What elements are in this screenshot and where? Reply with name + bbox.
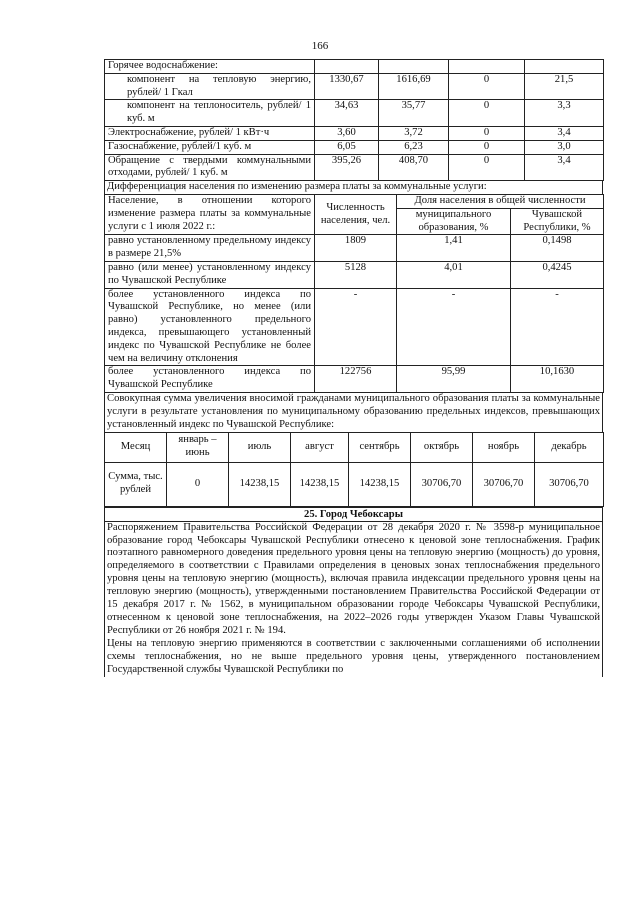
differentiation-table xyxy=(104,194,604,393)
month-sum: 30706,70 xyxy=(473,462,535,506)
tariff-value: 0 xyxy=(449,73,525,100)
tariff-row xyxy=(105,60,604,74)
month-sum: 0 xyxy=(167,462,229,506)
municipal-share: - xyxy=(397,288,511,366)
month-sum: 30706,70 xyxy=(411,462,473,506)
municipal-share: 4,01 xyxy=(397,261,511,288)
tariff-value: 0 xyxy=(449,126,525,140)
differentiation-caption: Дифференциация населения по изменению размера платы за коммунальные услуги: xyxy=(104,181,603,194)
republic-share: 0,4245 xyxy=(511,261,604,288)
tariff-value: 395,26 xyxy=(315,154,379,181)
tariff-value: 1330,67 xyxy=(315,73,379,100)
month-sum: 14238,15 xyxy=(291,462,349,506)
header-population: Население, в отношении которого изменение размера платы за коммунальные услуги с 1 июля 2022 г.: xyxy=(105,194,315,234)
tariff-label: компонент на теплоноситель, рублей/ 1 куб. м xyxy=(105,100,315,127)
republic-share: - xyxy=(511,288,604,366)
month-sum: 30706,70 xyxy=(535,462,604,506)
increase-text: Совокупная сумма увеличения вносимой гражданами муниципального образования платы за коммунальные услуги в результате установления по муниципальному образованию предельных индексов, превышающих установленный индекс по Чувашской Республике: xyxy=(104,393,603,432)
tariff-value: 3,4 xyxy=(525,154,604,181)
tariff-label: Горячее водоснабжение: xyxy=(105,60,315,74)
tariff-row xyxy=(105,73,604,100)
month-header: январь – июнь xyxy=(167,432,229,462)
tariff-value: 3,4 xyxy=(525,126,604,140)
page-content xyxy=(104,59,603,677)
tariff-value xyxy=(449,60,525,74)
tariff-value: 1616,69 xyxy=(379,73,449,100)
population-count: 122756 xyxy=(315,366,397,393)
tariff-value: 3,72 xyxy=(379,126,449,140)
tariff-value: 3,0 xyxy=(525,140,604,154)
tariff-value: 3,60 xyxy=(315,126,379,140)
tariff-value xyxy=(379,60,449,74)
month-header: октябрь xyxy=(411,432,473,462)
month-sum: 14238,15 xyxy=(229,462,291,506)
tariff-value: 0 xyxy=(449,100,525,127)
differentiation-row xyxy=(105,288,604,366)
month-header: сентябрь xyxy=(349,432,411,462)
tariff-value: 408,70 xyxy=(379,154,449,181)
month-header: ноябрь xyxy=(473,432,535,462)
population-count: 5128 xyxy=(315,261,397,288)
municipal-share: 1,41 xyxy=(397,235,511,262)
header-count: Численность населения, чел. xyxy=(315,194,397,234)
month-header: декабрь xyxy=(535,432,604,462)
tariff-value: 0 xyxy=(449,140,525,154)
header-municipal: муниципального образования, % xyxy=(397,208,511,235)
header-share: Доля населения в общей численности xyxy=(397,194,604,208)
tariff-row xyxy=(105,154,604,181)
population-group: равно установленному предельному индексу в размере 21,5% xyxy=(105,235,315,262)
section-title: 25. Город Чебоксары xyxy=(104,507,603,521)
tariff-row xyxy=(105,100,604,127)
month-header: август xyxy=(291,432,349,462)
tariffs-table xyxy=(104,59,604,181)
tariff-label: компонент на тепловую энергию, рублей/ 1 Гкал xyxy=(105,73,315,100)
tariff-value xyxy=(315,60,379,74)
tariff-row xyxy=(105,140,604,154)
header-republic: Чувашской Республики, % xyxy=(511,208,604,235)
section-paragraph-2: Цены на тепловую энергию применяются в соответствии с заключенными соглашениями об исполнении схемы теплоснабжения, но не выше предельного уровня цены, утвержденного постановлением Государственной службы Чувашской Республики по xyxy=(104,638,603,677)
population-group: более установленного индекса по Чувашской Республике xyxy=(105,366,315,393)
differentiation-row xyxy=(105,261,604,288)
sum-label: Сумма, тыс. рублей xyxy=(105,462,167,506)
tariff-value: 0 xyxy=(449,154,525,181)
tariff-label: Обращение с твердыми коммунальными отходами, рублей/ 1 куб. м xyxy=(105,154,315,181)
tariff-value: 6,23 xyxy=(379,140,449,154)
population-group: более установленного индекса по Чувашской Республике, но менее (или равно) установленного предельного индекса, превышающего установленный индекс по Чувашской Республике не более чем на величину отклонения xyxy=(105,288,315,366)
tariff-label: Электроснабжение, рублей/ 1 кВт·ч xyxy=(105,126,315,140)
tariff-row xyxy=(105,126,604,140)
population-count: - xyxy=(315,288,397,366)
tariff-value: 35,77 xyxy=(379,100,449,127)
population-group: равно (или менее) установленному индексу по Чувашской Республике xyxy=(105,261,315,288)
republic-share: 0,1498 xyxy=(511,235,604,262)
tariff-label: Газоснабжение, рублей/1 куб. м xyxy=(105,140,315,154)
differentiation-row xyxy=(105,235,604,262)
population-count: 1809 xyxy=(315,235,397,262)
municipal-share: 95,99 xyxy=(397,366,511,393)
differentiation-row xyxy=(105,366,604,393)
republic-share: 10,1630 xyxy=(511,366,604,393)
tariff-value: 3,3 xyxy=(525,100,604,127)
month-label: Месяц xyxy=(105,432,167,462)
tariff-value: 6,05 xyxy=(315,140,379,154)
tariff-value xyxy=(525,60,604,74)
month-header: июль xyxy=(229,432,291,462)
tariff-value: 21,5 xyxy=(525,73,604,100)
section-paragraph-1: Распоряжением Правительства Российской Федерации от 28 декабря 2020 г. № 3598-р муниципальное образование город Чебоксары Чувашской Республики отнесено к ценовой зоне теплоснабжения. График поэтапного равномерного доведения предельного уровня цены на тепловую энергию (мощность) до уровня, определяемого в соответствии с Правилами определения в ценовых зонах теплоснабжения предельного уровня цены на тепловую энергию (мощность), включая правила индексации предельного уровня цены на тепловую энергию (мощность), утвержденными постановлением Правительства Российской Федерации от 15 декабря 2017 г. № 1562, в муниципальном образовании городе Чебоксары Чувашской Республики, отнесенном к ценовой зоне теплоснабжения, на 2022–2026 годы утвержден Указом Главы Чувашской Республики от 26 ноября 2021 г. № 194. xyxy=(104,521,603,638)
tariff-value: 34,63 xyxy=(315,100,379,127)
page-number: 166 xyxy=(311,40,329,52)
month-sum: 14238,15 xyxy=(349,462,411,506)
monthly-sums-table xyxy=(104,432,604,507)
